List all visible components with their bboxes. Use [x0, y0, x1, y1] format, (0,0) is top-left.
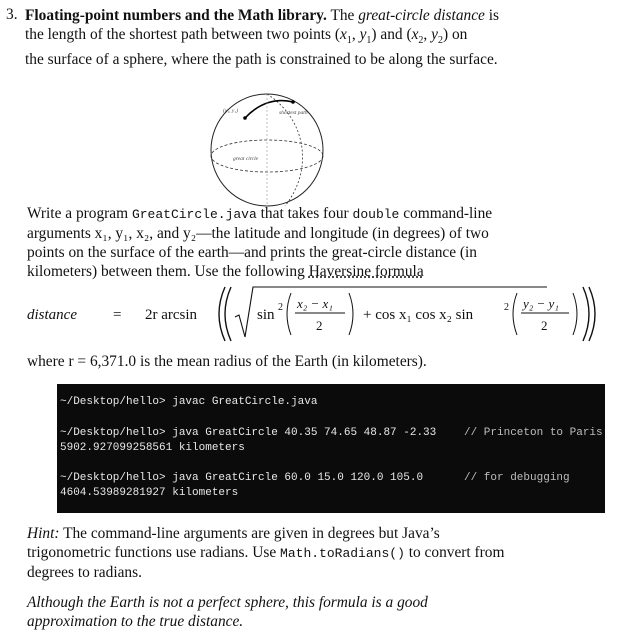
- outer-paren-right-2: [589, 287, 595, 341]
- sphere-diagram: [205, 88, 335, 213]
- problem-number: 3.: [6, 6, 18, 23]
- terminal-comment-2: // for debugging: [464, 472, 570, 484]
- terminal-line-2: ~/Desktop/hello> java GreatCircle 40.35 74.65 48.87 -2.33: [60, 427, 437, 439]
- intro-line2-mid: ) and (: [371, 26, 412, 43]
- type-name: double: [352, 207, 400, 222]
- formula-lhs: distance: [27, 307, 77, 323]
- hint-line-3: degrees to radians.: [27, 564, 142, 581]
- coord-x1: x: [340, 26, 347, 43]
- paren-1-right: [349, 293, 353, 335]
- outer-paren-left: [219, 287, 225, 341]
- program-line-2: arguments x₁, y₁, x₂, and y₂—the latitude and longitude (in degrees) of two: [27, 225, 489, 242]
- intro-text-b: is: [488, 7, 500, 24]
- formula-den-1: 2: [316, 318, 323, 333]
- formula-num-2: y₂ − y₁: [523, 296, 559, 311]
- intro-text-a: The: [330, 7, 355, 24]
- terminal-comment-1: // Princeton to Paris: [464, 427, 603, 439]
- intro-line-1: [25, 6, 615, 25]
- outer-paren-left-2: [225, 287, 231, 341]
- point-2: [291, 100, 295, 104]
- problem-intro: [25, 6, 615, 69]
- formula-equals: =: [113, 307, 122, 323]
- hint-line-2: [27, 543, 617, 563]
- formula-coef: 2r arcsin: [145, 307, 198, 323]
- closing-line-1: Although the Earth is not a perfect sphere, this formula is a good: [27, 594, 428, 611]
- label-great-circle: great circle: [233, 156, 259, 162]
- haversine-formula: [27, 283, 627, 345]
- terminal-line-4: ~/Desktop/hello> java GreatCircle 60.0 15.0 120.0 105.0: [60, 472, 424, 484]
- class-file-name: GreatCircle.java: [131, 207, 257, 222]
- terminal-line-1: ~/Desktop/hello> javac GreatCircle.java: [60, 396, 318, 408]
- program-description: [27, 204, 617, 281]
- formula-den-2: 2: [541, 318, 548, 333]
- label-shortest-path: shortest path: [279, 110, 308, 116]
- paren-2-left: [513, 293, 517, 335]
- terminal-window: [57, 384, 605, 513]
- program-text-b: that takes four: [260, 205, 349, 222]
- terminal-line-5: 4604.53989281927 kilometers: [60, 487, 239, 499]
- intro-line2-text: the length of the shortest path between two points (: [25, 26, 341, 43]
- formula-num-1: x₂ − x₁: [297, 296, 333, 311]
- math-toradians-method: Math.toRadians(): [280, 546, 405, 561]
- intro-term: great-circle distance: [358, 7, 485, 24]
- radius-note: where r = 6,371.0 is the mean radius of the Earth (in kilometers).: [27, 353, 427, 370]
- program-line-4: [27, 262, 617, 281]
- program-line-1: [27, 204, 617, 224]
- haversine-link[interactable]: Haversine formula: [308, 263, 424, 280]
- formula-plus-cos: + cos x₁ cos x₂ sin: [363, 307, 474, 323]
- terminal-line-3: 5902.927099258561 kilometers: [60, 442, 245, 454]
- paren-2-right: [573, 293, 577, 335]
- intro-line2-end: ) on: [442, 26, 468, 43]
- hint-text-2b: to convert from: [408, 544, 505, 561]
- hint-text-1: The command-line arguments are given in degrees but Java’s: [63, 525, 440, 542]
- program-text-d: kilometers) between them. Use the following: [27, 263, 305, 280]
- outer-paren-right: [583, 287, 589, 341]
- problem-title: Floating-point numbers and the Math library.: [25, 7, 327, 24]
- intro-line-2: the length of the shortest path between two points ($x_1$, $y_1$) and ($x_2$, $y_2$) on: [25, 26, 468, 47]
- program-text-c: command-line: [403, 205, 493, 222]
- program-line-3: points on the surface of the earth—and prints the great-circle distance (in: [27, 244, 478, 261]
- paren-1-left: [287, 293, 291, 335]
- hint-text-2a: trigonometric functions use radians. Use: [27, 544, 277, 561]
- label-point1: (x₁, y₁): [223, 108, 239, 114]
- formula-sq-2: 2: [504, 302, 509, 313]
- intro-line-3: the surface of a sphere, where the path is constrained to be along the surface.: [25, 51, 498, 69]
- closing-note: [27, 593, 617, 631]
- hint-label: Hint:: [27, 525, 60, 542]
- hint-line-1: [27, 524, 617, 543]
- closing-line-2: approximation to the true distance.: [27, 613, 244, 630]
- formula-sin-1: sin: [257, 307, 275, 323]
- hint-block: [27, 524, 617, 582]
- formula-sq-1: 2: [278, 302, 283, 313]
- program-text-a: Write a program: [27, 205, 129, 222]
- point-1: [243, 116, 247, 120]
